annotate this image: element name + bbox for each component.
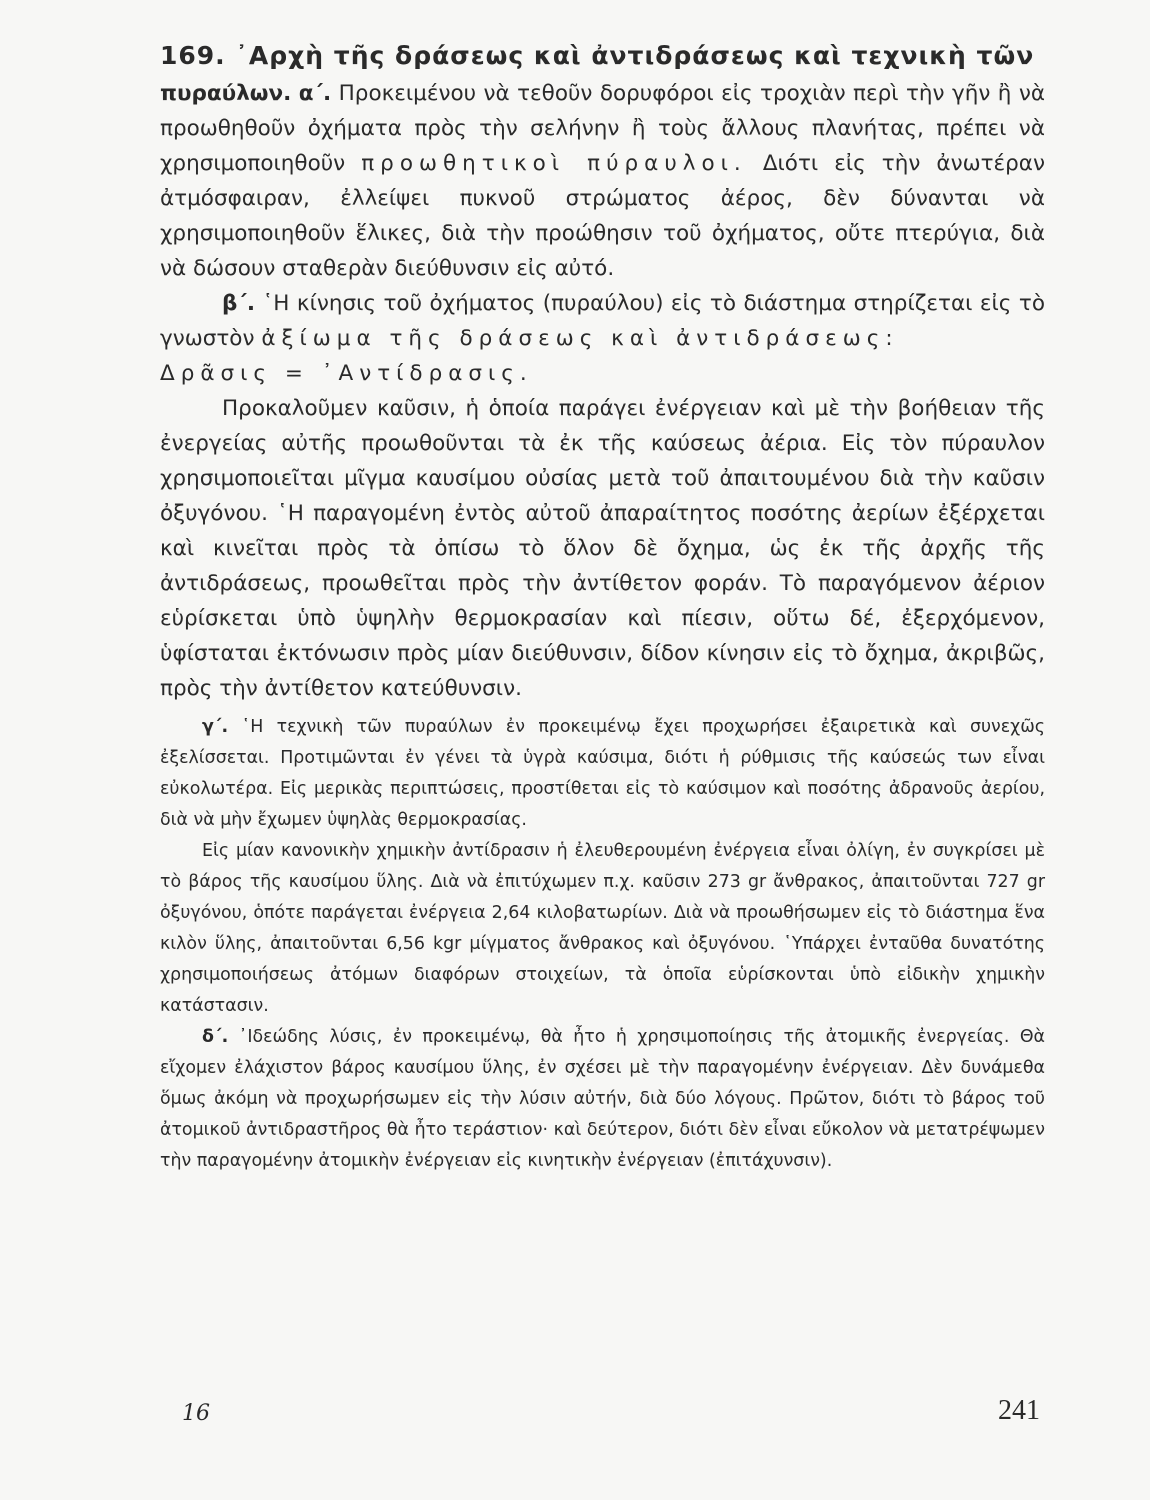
action-reaction-formula: Δρᾶσις = ᾿Αντίδρασις. [160,361,533,386]
section-title-continued: πυραύλων. [160,81,292,106]
section-title: ᾿Αρχὴ τῆς δράσεως καὶ ἀντιδράσεως καὶ τεχνικὴ τῶν [235,41,1035,70]
paragraph-d [160,1022,1045,1177]
paragraph-a-marker: α΄. [298,81,332,106]
paragraph-g [160,712,1045,836]
paragraph-b [160,286,1045,356]
page-footer [160,1395,1040,1435]
paragraph-b-marker: β΄. [222,291,256,316]
large-text-block [160,76,1045,706]
paragraph-d-marker: δ΄. [202,1027,229,1047]
paragraph-a [160,76,1045,286]
paragraph-a-text-2: Διότι εἰς τὴν ἀνωτέραν ἀτμόσφαιραν, ἐλλείψει πυκνοῦ στρώματος ἀέρος, δὲν δύνανται νὰ χρησιμοποιηθοῦν ἕλικες, διὰ τὴν προώθησιν τοῦ ὀχήματος, οὔτε πτερύγια, διὰ νὰ δώσουν σταθερὰν διεύθυνσιν εἰς αὐτό. [160,151,1045,281]
section-number: 169. [160,41,226,70]
signature-mark: 16 [182,1401,210,1426]
section-heading [160,38,1045,74]
page-number: 241 [998,1395,1040,1426]
paragraph-g-marker: γ΄. [202,717,229,737]
paragraph-b-emphasis: ἀξίωμα τῆς δράσεως καὶ ἀντιδράσεως: [261,326,899,351]
paragraph-g2: Εἰς μίαν κανονικὴν χημικὴν ἀντίδρασιν ἡ ἐλευθερουμένη ἐνέργεια εἶναι ὀλίγη, ἐν συγκρίσει μὲ τὸ βάρος τῆς καυσίμου ὕλης. Διὰ νὰ ἐπιτύχωμεν π.χ. καῦσιν 273 gr ἄνθρακος, ἀπαιτοῦνται 727 gr ὀξυγόνου, ὁπότε παράγεται ἐνέργεια 2,64 κιλοβατωρίων. Διὰ νὰ προωθήσωμεν εἰς τὸ διάστημα ἕνα κιλὸν ὕλης, ἀπαιτοῦνται 6,56 kgr μίγματος ἄνθρακος καὶ ὀξυγόνου. ῾Υπάρχει ἐνταῦθα δυνατότης χρησιμοποιήσεως ἀτόμων διαφόρων στοιχείων, τὰ ὁποῖα εὑρίσκονται ὑπὸ εἰδικὴν χημικὴν κατάστασιν. [160,841,1045,1016]
paragraph-g-text: ῾Η τεχνικὴ τῶν πυραύλων ἐν προκειμένῳ ἔχει προχωρήσει ἐξαιρετικὰ καὶ συνεχῶς ἐξελίσσεται. Προτιμῶνται ἐν γένει τὰ ὑγρὰ καύσιμα, διότι ἡ ρύθμισις τῆς καύσεώς των εἶναι εὐκολωτέρα. Εἰς μερικὰς περιπτώσεις, προστίθεται εἰς τὸ καύσιμον καὶ ποσότης ἀδρανοῦς ἀερίου, διὰ νὰ μὴν ἔχωμεν ὑψηλὰς θερμοκρασίας. [160,717,1045,830]
paragraph-b-text: ῾Η κίνησις τοῦ ὀχήματος (πυραύλου) εἰς τὸ διάστημα στηρίζεται εἰς τὸ γνωστὸν [160,291,1045,351]
page-body [160,38,1045,1177]
small-text-block [160,712,1045,1177]
paragraph-c: Προκαλοῦμεν καῦσιν, ἡ ὁποία παράγει ἐνέργειαν καὶ μὲ τὴν βοήθειαν τῆς ἐνεργείας αὐτῆς προωθοῦνται τὰ ἐκ τῆς καύσεως ἀέρια. Εἰς τὸν πύραυλον χρησιμοποιεῖται μῖγμα καυσίμου οὐσίας μετὰ τοῦ ἀπαιτουμένου διὰ τὴν καῦσιν ὀξυγόνου. ῾Η παραγομένη ἐντὸς αὐτοῦ ἀπαραίτητος ποσότης ἀερίων ἐξέρχεται καὶ κινεῖται πρὸς τὰ ὀπίσω τὸ ὅλον δὲ ὄχημα, ὡς ἐκ τῆς ἀρχῆς τῆς ἀντιδράσεως, προωθεῖται πρὸς τὴν ἀντίθετον φοράν. Τὸ παραγόμενον ἀέριον εὑρίσκεται ὑπὸ ὑψηλὴν θερμοκρασίαν καὶ πίεσιν, οὕτω δέ, ἐξερχόμενον, ὑφίσταται ἐκτόνωσιν πρὸς μίαν διεύθυνσιν, δίδον κίνησιν εἰς τὸ ὄχημα, ἀκριβῶς, πρὸς τὴν ἀντίθετον κατεύθυνσιν. [160,396,1045,701]
paragraph-a-emphasis: προωθητικοὶ πύραυλοι. [361,151,747,176]
paragraph-a-text-1: Προκειμένου νὰ τεθοῦν δορυφόροι εἰς τροχιὰν περὶ τὴν γῆν ἢ νὰ προωθηθοῦν ὀχήματα πρὸς τὴν σελήνην ἢ τοὺς ἄλλους πλανήτας, πρέπει νὰ χρησιμοποιηθοῦν [160,81,1045,176]
paragraph-d-text: ᾿Ιδεώδης λύσις, ἐν προκειμένῳ, θὰ ἦτο ἡ χρησιμοποίησις τῆς ἀτομικῆς ἐνεργείας. Θὰ εἴχομεν ἐλάχιστον βάρος καυσίμου ὕλης, ἐν σχέσει μὲ τὴν παραγομένην ἐνέργειαν. Δὲν δυνάμεθα ὅμως ἀκόμη νὰ προχωρήσωμεν εἰς τὴν λύσιν αὐτήν, διὰ δύο λόγους. Πρῶτον, διότι τὸ βάρος τοῦ ἀτομικοῦ ἀντιδραστῆρος θὰ ἦτο τεράστιον· καὶ δεύτερον, διότι δὲν εἶναι εὔκολον νὰ μετατρέψωμεν τὴν παραγομένην ἀτομικὴν ἐνέργειαν εἰς κινητικὴν ἐνέργειαν (ἐπιτάχυνσιν). [160,1027,1046,1171]
